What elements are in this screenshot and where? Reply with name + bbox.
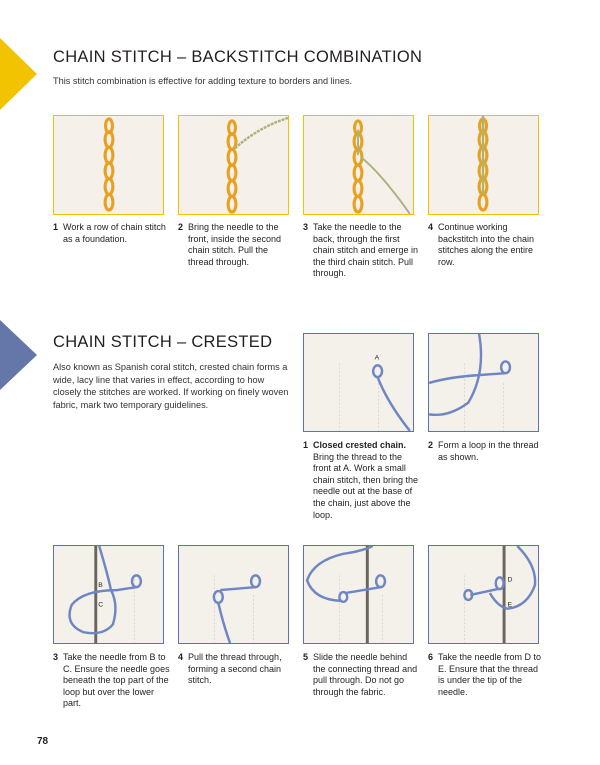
- svg-text:D: D: [507, 576, 513, 584]
- step-image-second-chain: [178, 545, 289, 644]
- step-caption-2: 2 Bring the needle to the front, inside the second chain stitch. Pull the thread through.: [178, 222, 282, 267]
- svg-text:C: C: [98, 601, 104, 609]
- crested-step4-illustration: [179, 546, 288, 643]
- step-caption-1: 1 Work a row of chain stitch as a foundation.: [53, 222, 166, 244]
- crested-step6-illustration: [429, 546, 538, 643]
- chain-backstitch-illustration: [304, 116, 413, 214]
- step-image-needle-back: [303, 115, 414, 215]
- step-caption-3: 3 Take the needle to the back, through the first chain stitch and emerge in the third chain stitch. Pull through.: [303, 222, 419, 279]
- step-image-chain-foundation: [53, 115, 164, 215]
- completed-chain-backstitch-illustration: [429, 116, 538, 214]
- crested-caption-1: 1 Closed crested chain. Bring the thread to the front at A. Work a small chain stitch, then bring the needle out at the base of the chain, just above the loop.: [303, 440, 419, 520]
- section-title-crested: CHAIN STITCH – CRESTED: [53, 333, 273, 351]
- section-intro: Also known as Spanish coral stitch, crested chain forms a wide, lacy line that varies in effect, according to how closely the stitches are worked. If working on finely woven fabric, mark two temporary guidelines.: [53, 362, 289, 410]
- svg-text:E: E: [507, 601, 513, 609]
- section-marker-yellow-triangle: [0, 38, 37, 110]
- step-caption-4: 4 Continue working backstitch into the chain stitches along the entire row.: [428, 222, 535, 267]
- step-image-needle-front: [178, 115, 289, 215]
- chain-with-green-thread-illustration: [179, 116, 288, 214]
- step-image-form-loop: [428, 333, 539, 432]
- crested-caption-5: 5 Slide the needle behind the connecting thread and pull through. Do not go through the fabric.: [303, 652, 418, 697]
- crested-step1-illustration: [304, 334, 413, 431]
- step-image-needle-d-to-e: [428, 545, 539, 644]
- step-image-completed-row: [428, 115, 539, 215]
- crested-caption-3: 3 Take the needle from B to C. Ensure the needle goes beneath the top part of the loop but over the lower part.: [53, 652, 170, 709]
- crested-step5-illustration: [304, 546, 413, 643]
- crested-step2-illustration: [429, 334, 538, 431]
- page-number: 78: [37, 736, 49, 747]
- crested-step3-illustration: [54, 546, 163, 643]
- step-image-slide-needle: [303, 545, 414, 644]
- svg-text:B: B: [98, 582, 103, 590]
- crested-caption-2: 2 Form a loop in the thread as shown.: [428, 440, 539, 462]
- section-marker-blue-triangle: [0, 320, 37, 390]
- section-intro: This stitch combination is effective for adding texture to borders and lines.: [53, 76, 353, 86]
- chain-stitch-illustration: [54, 116, 163, 214]
- step-image-needle-b-to-c: [53, 545, 164, 644]
- step-image-closed-crested-chain: [303, 333, 414, 432]
- section-title-backstitch-combination: CHAIN STITCH – BACKSTITCH COMBINATION: [53, 48, 423, 66]
- crested-caption-4: 4 Pull the thread through, forming a second chain stitch.: [178, 652, 282, 686]
- crested-caption-6: 6 Take the needle from D to E. Ensure that the thread is under the tip of the needle.: [428, 652, 542, 697]
- svg-text:A: A: [374, 354, 380, 362]
